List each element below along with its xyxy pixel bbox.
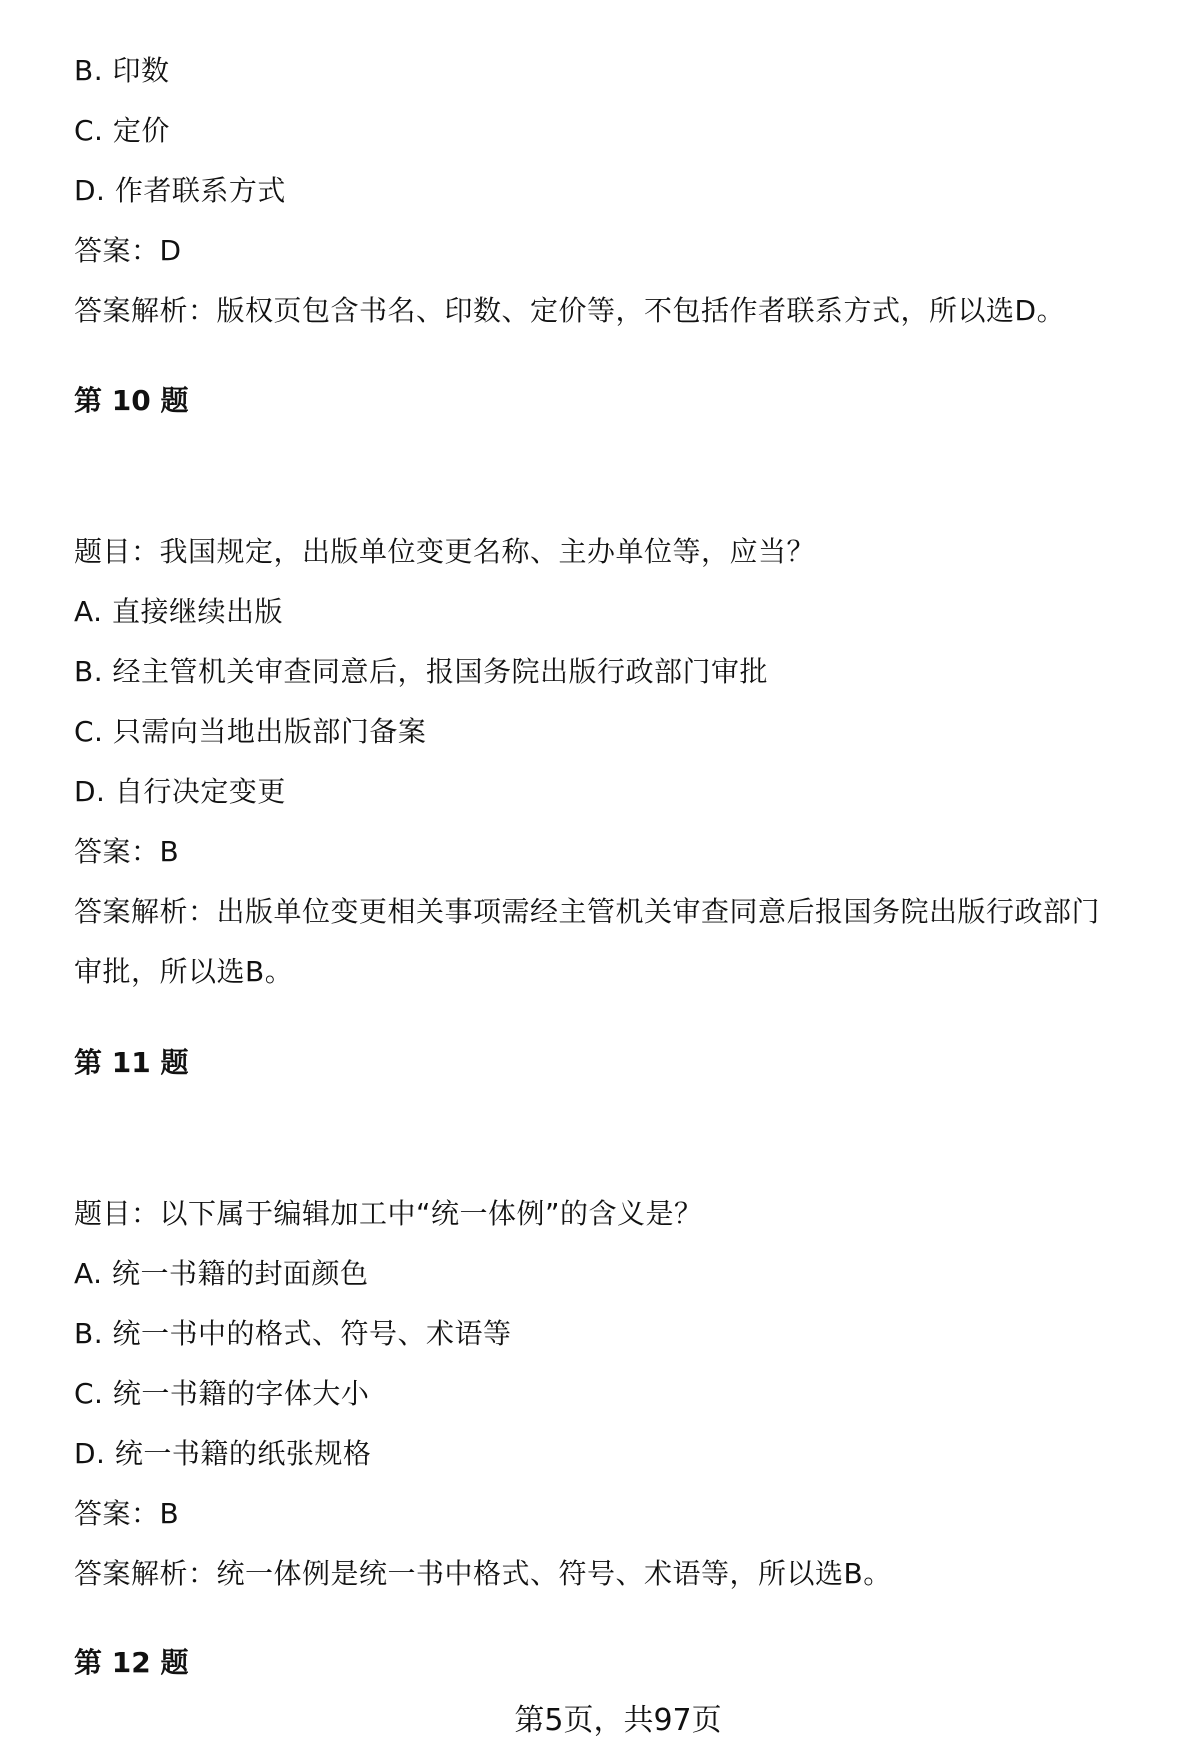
- q10-option-a: A. 直接继续出版: [74, 595, 283, 628]
- page-number-footer: 第5页，共97页: [514, 1703, 722, 1738]
- q10-option-b: B. 经主管机关审查同意后，报国务院出版行政部门审批: [74, 655, 769, 688]
- q10-option-c: C. 只需向当地出版部门备案: [74, 715, 427, 748]
- q11-option-d: D. 统一书籍的纸张规格: [74, 1437, 372, 1470]
- q9-explanation: 答案解析：版权页包含书名、印数、定价等，不包括作者联系方式，所以选D。: [74, 294, 1066, 327]
- q9-option-b: B. 印数: [74, 54, 170, 87]
- q11-answer: 答案：B: [74, 1497, 180, 1530]
- q12-heading: 第 12 题: [74, 1646, 189, 1679]
- q11-option-a: A. 统一书籍的封面颜色: [74, 1257, 369, 1290]
- q10-explanation-line2: 审批，所以选B。: [74, 955, 294, 988]
- q11-option-b: B. 统一书中的格式、符号、术语等: [74, 1317, 512, 1350]
- q10-explanation-line1: 答案解析：出版单位变更相关事项需经主管机关审查同意后报国务院出版行政部门: [74, 895, 1101, 928]
- q9-answer: 答案：D: [74, 234, 182, 267]
- q10-prompt: 题目：我国规定，出版单位变更名称、主办单位等，应当？: [74, 535, 816, 568]
- q10-heading: 第 10 题: [74, 384, 189, 417]
- q11-option-c: C. 统一书籍的字体大小: [74, 1377, 370, 1410]
- q9-option-c: C. 定价: [74, 114, 170, 147]
- q11-explanation: 答案解析：统一体例是统一书中格式、符号、术语等，所以选B。: [74, 1557, 892, 1590]
- q11-heading: 第 11 题: [74, 1046, 189, 1079]
- q11-prompt: 题目：以下属于编辑加工中“统一体例”的含义是？: [74, 1197, 703, 1230]
- q9-option-d: D. 作者联系方式: [74, 174, 286, 207]
- q10-option-d: D. 自行决定变更: [74, 775, 286, 808]
- q10-answer: 答案：B: [74, 835, 180, 868]
